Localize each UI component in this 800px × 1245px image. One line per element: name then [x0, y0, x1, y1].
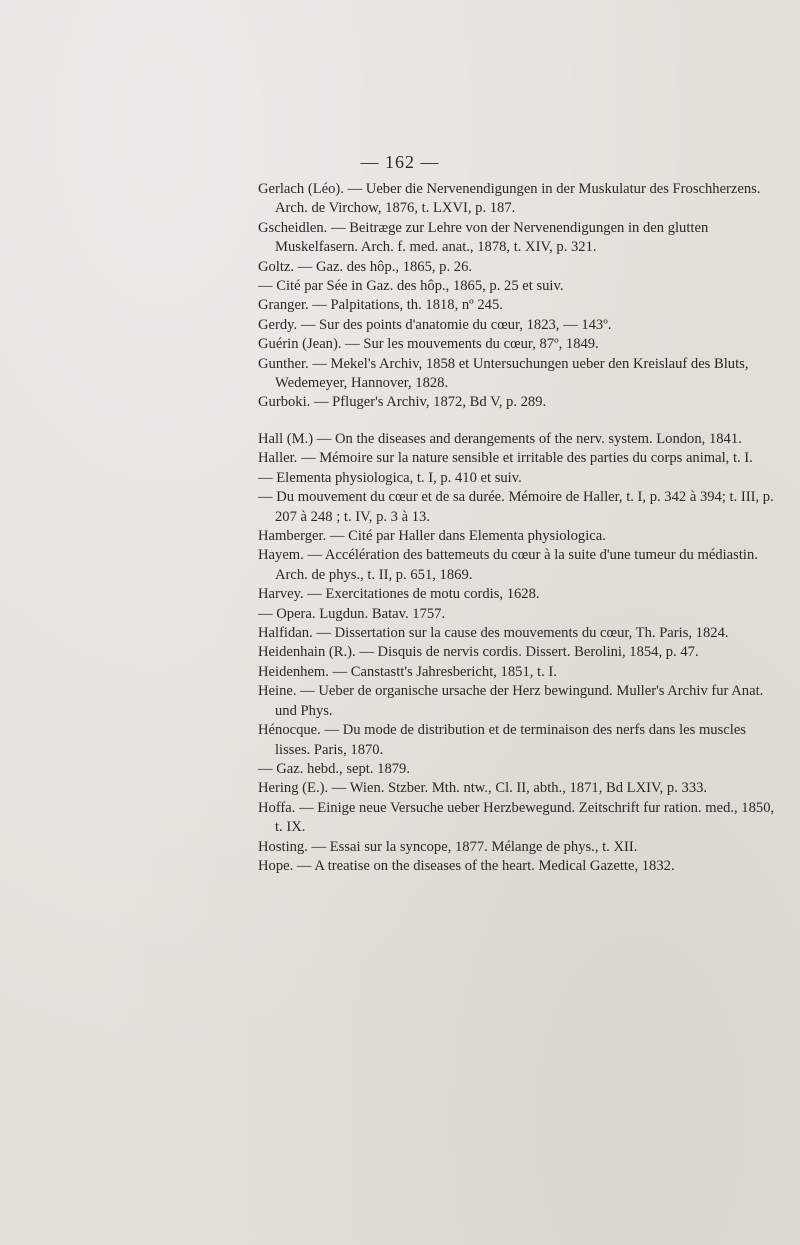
bibliography-entry: Hoffa. — Einige neue Versuche ueber Herzbewegund. Zeitschrift fur ration. med., 1850, t. IX. — [258, 799, 775, 836]
bibliography-entry: — Du mouvement du cœur et de sa durée. Mémoire de Haller, t. I, p. 342 à 394; t. III, p. 207 à 248 ; t. IV, p. 3 à 13. — [258, 489, 774, 525]
bibliography-entry: Hall (M.) — On the diseases and derangements of the nerv. system. London, 1841. — [258, 431, 742, 447]
bibliography-section-g — [258, 180, 783, 413]
bibliography-entry: — Gaz. hebd., sept. 1879. — [258, 760, 410, 777]
page-number: — 162 — — [360, 152, 440, 172]
bibliography-entry: Halfidan. — Dissertation sur la cause des mouvements du cœur, Th. Paris, 1824. — [258, 625, 729, 642]
bibliography-entry: Hénocque. — Du mode de distribution et de terminaison des nerfs dans les muscles lisses. Paris, 1870. — [258, 722, 746, 758]
bibliography-entry: Hering (E.). — Wien. Stzber. Mth. ntw., Cl. II, abth., 1871, Bd LXIV, p. 333. — [258, 780, 708, 797]
bibliography-entry: Gerdy. — Sur des points d'anatomie du cœur, 1823, — 143º. — [258, 316, 612, 333]
bibliography-entry: Heidenhain (R.). — Disquis de nervis cordis. Dissert. Berolini, 1854, p. 47. — [258, 644, 699, 661]
bibliography-entry: Hope. — A treatise on the diseases of the heart. Medical Gazette, 1832. — [258, 857, 675, 874]
bibliography-entry: Heidenhem. — Canstastt's Jahresbericht, 1851, t. I. — [258, 663, 557, 680]
bibliography-entry: Gerlach (Léo). — Ueber die Nervenendigungen in der Muskulatur des Froschherzens. Arch. de Virchow, 1876, t. LXVI, p. 187. — [258, 181, 761, 217]
bibliography-entry: Gunther. — Mekel's Archiv, 1858 et Untersuchungen ueber den Kreislauf des Bluts, Wedemeyer, Hannover, 1828. — [258, 355, 749, 392]
bibliography-entry: Heine. — Ueber de organische ursache der Herz bewingund. Muller's Archiv fur Anat. und Phys. — [258, 683, 764, 719]
bibliography-entry: Hosting. — Essai sur la syncope, 1877. Mélange de phys., t. XII. — [258, 838, 638, 855]
bibliography-entry: Gscheidlen. — Beitræge zur Lehre von der Nervenendigungen in den glutten Muskelfasern. Arch. f. med. anat., 1878, t. XIV, p. 321. — [258, 219, 709, 256]
bibliography-entry: Hamberger. — Cité par Haller dans Elementa physiologica. — [258, 528, 606, 545]
bibliography-entry: Granger. — Palpitations, th. 1818, nº 245. — [258, 297, 503, 314]
bibliography-section-h — [258, 430, 783, 876]
bibliography-entry: Hayem. — Accélération des battemeuts du cœur à la suite d'une tumeur du médiastin. Arch. de phys., t. II, p. 651, 1869. — [258, 547, 758, 583]
bibliography-entry: — Elementa physiologica, t. I, p. 410 et suiv. — [258, 469, 522, 486]
bibliography-entry: Guérin (Jean). — Sur les mouvements du cœur, 87º, 1849. — [258, 336, 599, 353]
bibliography-entry: Haller. — Mémoire sur la nature sensible et irritable des parties du corps animal, t. I. — [258, 450, 753, 467]
bibliography-entry: Gurboki. — Pfluger's Archiv, 1872, Bd V, p. 289. — [258, 394, 547, 411]
bibliography-entry: Harvey. — Exercitationes de motu cordis, 1628. — [258, 586, 540, 603]
bibliography-entry: Goltz. — Gaz. des hôp., 1865, p. 26. — [258, 258, 473, 275]
bibliography-entry: — Cité par Sée in Gaz. des hôp., 1865, p. 25 et suiv. — [258, 278, 564, 295]
bibliography-entry: — Opera. Lugdun. Batav. 1757. — [258, 605, 446, 622]
